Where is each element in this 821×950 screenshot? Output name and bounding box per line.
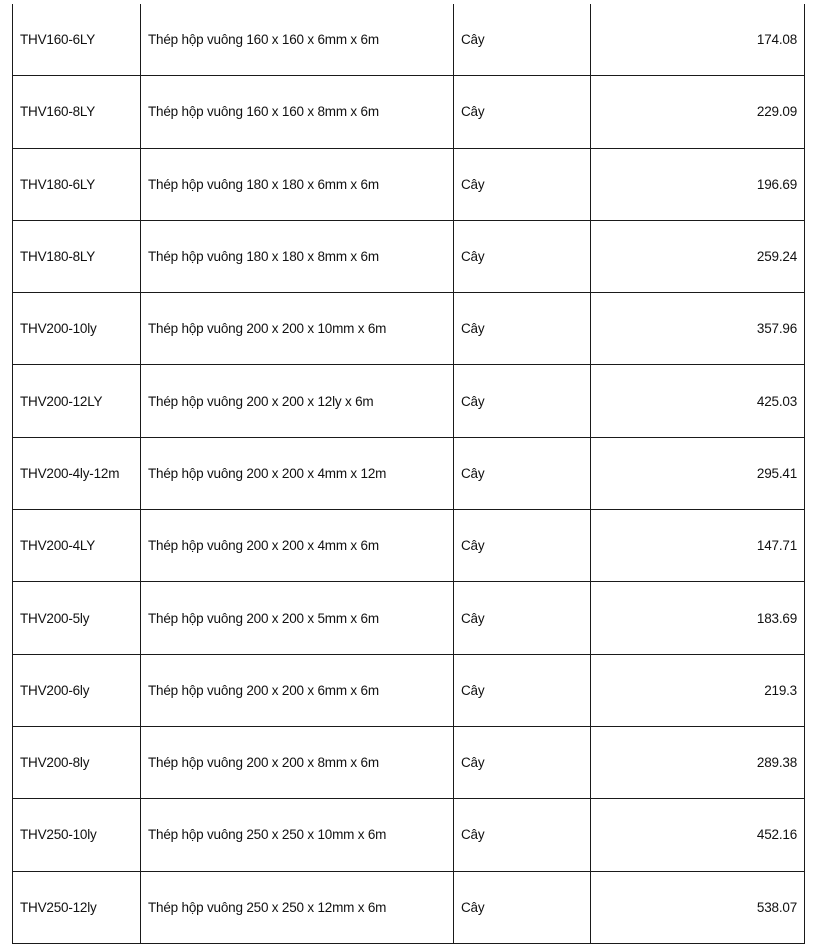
table-row bbox=[13, 871, 805, 943]
description-cell: Thép hộp vuông 180 x 180 x 6mm x 6m bbox=[141, 148, 454, 220]
table-row bbox=[13, 148, 805, 220]
price-cell: 219.3 bbox=[591, 654, 805, 726]
table-row bbox=[13, 510, 805, 582]
product-code-cell: THV200-5ly bbox=[13, 582, 141, 654]
price-cell: 229.09 bbox=[591, 76, 805, 148]
product-code-cell: THV200-4ly-12m bbox=[13, 437, 141, 509]
product-code-cell: THV200-6ly bbox=[13, 654, 141, 726]
description-cell: Thép hộp vuông 200 x 200 x 4mm x 12m bbox=[141, 437, 454, 509]
unit-cell: Cây bbox=[454, 799, 591, 871]
table-row bbox=[13, 726, 805, 798]
table-row bbox=[13, 654, 805, 726]
product-code-cell: THV250-12ly bbox=[13, 871, 141, 943]
table-row bbox=[13, 4, 805, 76]
product-code-cell: THV200-4LY bbox=[13, 510, 141, 582]
product-code-cell: THV200-10ly bbox=[13, 293, 141, 365]
table-body bbox=[13, 4, 805, 943]
price-cell: 147.71 bbox=[591, 510, 805, 582]
price-cell: 295.41 bbox=[591, 437, 805, 509]
unit-cell: Cây bbox=[454, 220, 591, 292]
price-cell: 452.16 bbox=[591, 799, 805, 871]
description-cell: Thép hộp vuông 200 x 200 x 12ly x 6m bbox=[141, 365, 454, 437]
product-code-cell: THV200-12LY bbox=[13, 365, 141, 437]
unit-cell: Cây bbox=[454, 437, 591, 509]
price-cell: 425.03 bbox=[591, 365, 805, 437]
product-code-cell: THV200-8ly bbox=[13, 726, 141, 798]
unit-cell: Cây bbox=[454, 582, 591, 654]
product-code-cell: THV180-8LY bbox=[13, 220, 141, 292]
table-row bbox=[13, 76, 805, 148]
description-cell: Thép hộp vuông 200 x 200 x 4mm x 6m bbox=[141, 510, 454, 582]
unit-cell: Cây bbox=[454, 148, 591, 220]
product-code-cell: THV160-6LY bbox=[13, 4, 141, 76]
price-cell: 196.69 bbox=[591, 148, 805, 220]
description-cell: Thép hộp vuông 200 x 200 x 5mm x 6m bbox=[141, 582, 454, 654]
unit-cell: Cây bbox=[454, 76, 591, 148]
price-cell: 259.24 bbox=[591, 220, 805, 292]
table-row bbox=[13, 582, 805, 654]
price-cell: 357.96 bbox=[591, 293, 805, 365]
description-cell: Thép hộp vuông 200 x 200 x 8mm x 6m bbox=[141, 726, 454, 798]
description-cell: Thép hộp vuông 180 x 180 x 8mm x 6m bbox=[141, 220, 454, 292]
price-cell: 174.08 bbox=[591, 4, 805, 76]
table-row bbox=[13, 365, 805, 437]
unit-cell: Cây bbox=[454, 4, 591, 76]
table-row bbox=[13, 293, 805, 365]
price-cell: 538.07 bbox=[591, 871, 805, 943]
unit-cell: Cây bbox=[454, 365, 591, 437]
price-cell: 183.69 bbox=[591, 582, 805, 654]
unit-cell: Cây bbox=[454, 510, 591, 582]
product-code-cell: THV250-10ly bbox=[13, 799, 141, 871]
unit-cell: Cây bbox=[454, 726, 591, 798]
table-row bbox=[13, 437, 805, 509]
product-price-table bbox=[12, 4, 805, 944]
description-cell: Thép hộp vuông 250 x 250 x 10mm x 6m bbox=[141, 799, 454, 871]
unit-cell: Cây bbox=[454, 654, 591, 726]
description-cell: Thép hộp vuông 250 x 250 x 12mm x 6m bbox=[141, 871, 454, 943]
description-cell: Thép hộp vuông 160 x 160 x 6mm x 6m bbox=[141, 4, 454, 76]
description-cell: Thép hộp vuông 200 x 200 x 10mm x 6m bbox=[141, 293, 454, 365]
product-code-cell: THV160-8LY bbox=[13, 76, 141, 148]
product-code-cell: THV180-6LY bbox=[13, 148, 141, 220]
unit-cell: Cây bbox=[454, 293, 591, 365]
description-cell: Thép hộp vuông 200 x 200 x 6mm x 6m bbox=[141, 654, 454, 726]
unit-cell: Cây bbox=[454, 871, 591, 943]
description-cell: Thép hộp vuông 160 x 160 x 8mm x 6m bbox=[141, 76, 454, 148]
price-cell: 289.38 bbox=[591, 726, 805, 798]
table-row bbox=[13, 799, 805, 871]
table-row bbox=[13, 220, 805, 292]
